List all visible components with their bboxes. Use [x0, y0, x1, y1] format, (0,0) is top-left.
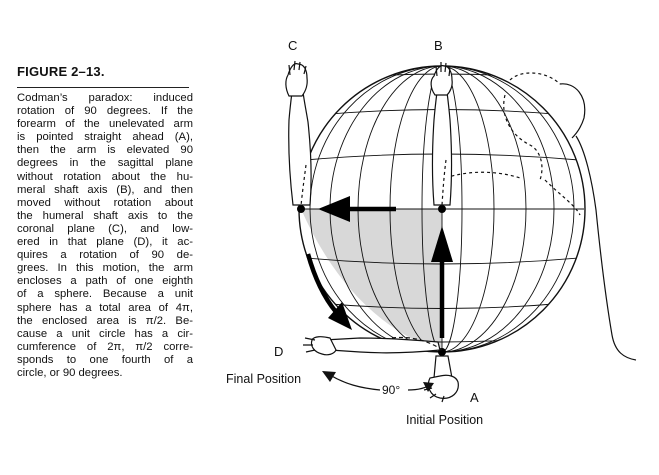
rotation-angle-arc — [322, 371, 434, 392]
arm-b-illustration — [431, 62, 452, 205]
caption-line: moved without rotation about — [17, 196, 193, 209]
torso-outline — [440, 73, 636, 360]
caption-line: circle, or 90 degrees. — [17, 366, 123, 379]
label-b: B — [434, 38, 443, 53]
caption-line: encloses a path of one eighth — [17, 275, 193, 288]
label-angle: 90° — [382, 383, 401, 397]
path-point-c — [297, 205, 305, 213]
caption-line: quires a rotation of 90 de- — [17, 249, 193, 262]
caption-line: meral shaft axis (B), and then — [17, 183, 193, 196]
arm-c-illustration — [286, 61, 311, 205]
caption-line: of a sphere. Because a unit — [17, 288, 193, 301]
label-initial-position: Initial Position — [406, 413, 484, 427]
enclosed-area-shading — [301, 209, 442, 352]
caption-line: degrees in the sagittal plane — [17, 157, 193, 170]
caption-line: then the arm is elevated 90 — [17, 144, 193, 157]
caption-line: grees. In this motion, the arm — [17, 262, 193, 275]
caption-line: cause a unit circle has a cir- — [17, 327, 193, 340]
caption-line: without rotation about the hu- — [17, 170, 193, 183]
label-c: C — [288, 38, 298, 53]
caption-line: forearm of the unelevated arm — [17, 118, 193, 131]
caption-line: the humeral shaft axis to the — [17, 209, 193, 222]
caption-line: rotation of 90 degrees. If the — [17, 105, 193, 118]
caption-line: sphere has a total area of 4π, — [17, 301, 193, 314]
arm-a-illustration — [424, 356, 458, 402]
caption-line: sponds to one fourth of a — [17, 353, 193, 366]
figure-label: FIGURE 2–13. — [17, 64, 105, 79]
path-point-b — [438, 205, 446, 213]
caption-line: cumference of 2π, π/2 corre- — [17, 340, 193, 353]
caption-line: is pointed straight ahead (A), — [17, 131, 193, 144]
label-final-position: Final Position — [226, 372, 302, 386]
caption-line: the enclosed area is π/2. Be- — [17, 314, 193, 327]
caption-line: Codman’s paradox: induced — [17, 92, 193, 104]
label-d: D — [274, 344, 284, 359]
caption-line: ered in that plane (D), it ac- — [17, 236, 193, 249]
label-a: A — [470, 390, 479, 405]
caption-line: coronal plane (C), and low- — [17, 222, 193, 235]
